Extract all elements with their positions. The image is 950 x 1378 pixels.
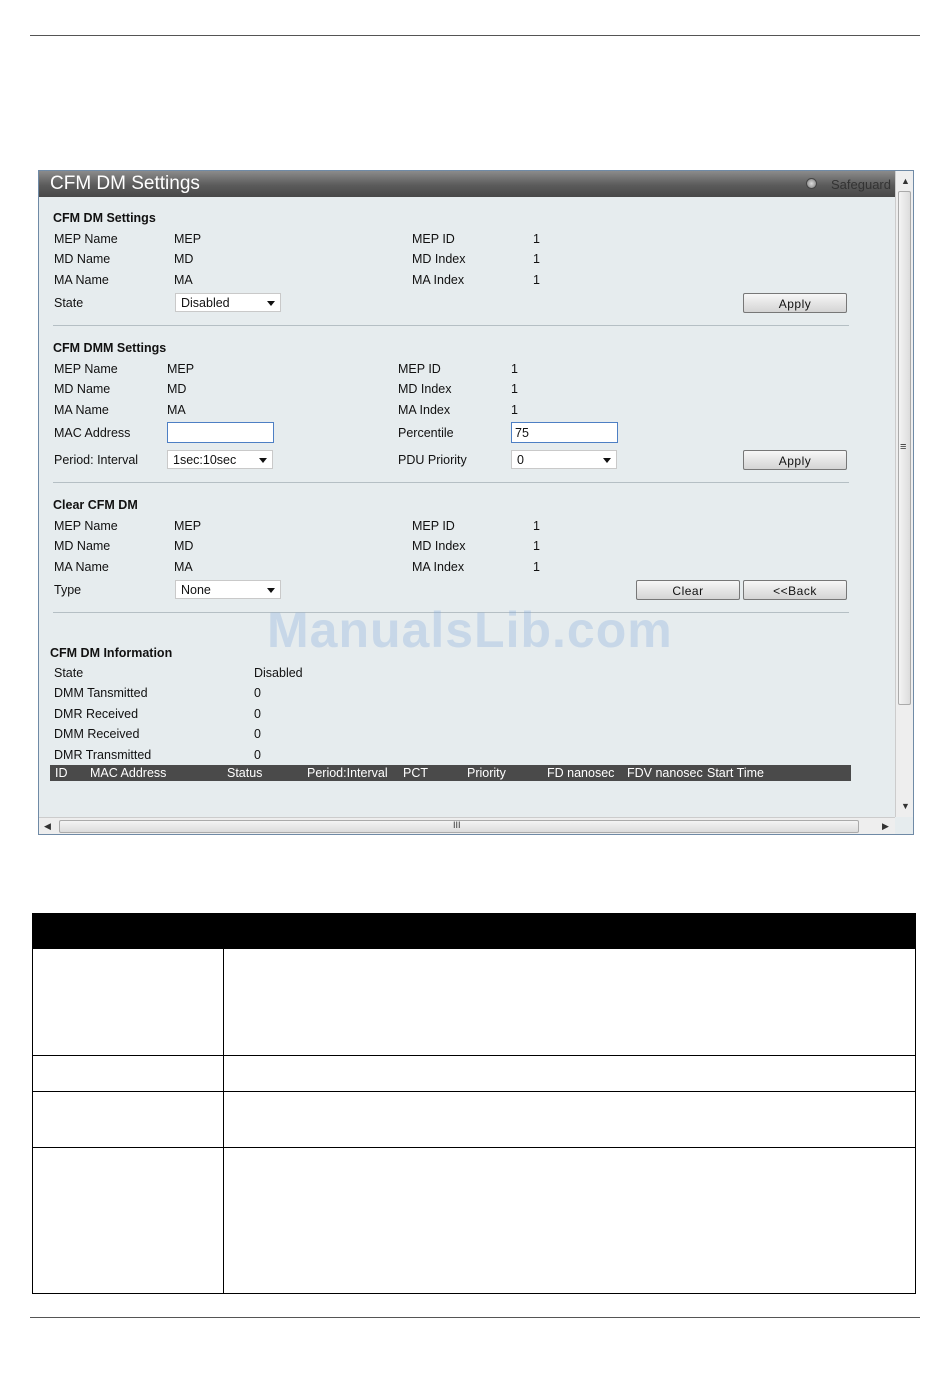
table-row: [33, 1092, 916, 1148]
bottom-rule: [30, 1317, 920, 1318]
horizontal-scrollbar[interactable]: [39, 817, 895, 835]
table-cell: [224, 949, 916, 1056]
pdu-priority-label: PDU Priority: [398, 453, 467, 467]
watermark: ManualsLib.com: [267, 602, 673, 658]
clear-mep-id-value: 1: [533, 519, 540, 533]
dm-ma-index-label: MA Index: [412, 273, 465, 287]
table-cell: [33, 949, 224, 1056]
table-header-cell: [33, 914, 224, 949]
dm-state-label: State: [54, 296, 84, 310]
vertical-scrollbar[interactable]: [895, 171, 913, 817]
clear-mep-id-label: MEP ID: [412, 519, 455, 533]
column-header-mac-address: MAC Address: [90, 766, 167, 780]
dm-state-selected: Disabled: [181, 296, 230, 310]
percentile-label: Percentile: [398, 426, 454, 440]
info-row-label: State: [54, 666, 84, 680]
dm-md-index-value: 1: [533, 252, 540, 266]
dm-settings-heading: CFM DM Settings: [53, 211, 156, 225]
table-row: [33, 1056, 916, 1092]
clear-button[interactable]: Clear: [636, 580, 740, 600]
clear-ma-index-label: MA Index: [412, 560, 465, 574]
dmm-mep-name-value: MEP: [167, 362, 195, 376]
dmm-apply-button[interactable]: Apply: [743, 450, 847, 470]
pdu-priority-select[interactable]: [511, 450, 617, 469]
column-header-priority: Priority: [467, 766, 506, 780]
safeguard-icon: [806, 178, 817, 189]
dmm-ma-name-label: MA Name: [54, 403, 109, 417]
dmm-md-name-value: MD: [167, 382, 187, 396]
mac-address-input[interactable]: [167, 422, 274, 443]
info-row-value: 0: [254, 686, 261, 700]
scroll-up-icon[interactable]: ▲: [901, 176, 910, 186]
info-heading: CFM DM Information: [50, 646, 173, 660]
dmm-ma-name-value: MA: [167, 403, 186, 417]
period-interval-select[interactable]: [167, 450, 273, 469]
table-cell: [224, 1056, 916, 1092]
dm-md-index-label: MD Index: [412, 252, 466, 266]
dmm-settings-heading: CFM DMM Settings: [53, 341, 167, 355]
info-row-label: DMR Received: [54, 707, 139, 721]
chevron-down-icon: [603, 458, 611, 463]
column-header-fdv-nanosec: FDV nanosec: [627, 766, 703, 780]
clear-md-index-value: 1: [533, 539, 540, 553]
column-header-start-time: Start Time: [707, 766, 764, 780]
dmm-mac-label: MAC Address: [54, 426, 131, 440]
dm-apply-button[interactable]: Apply: [743, 293, 847, 313]
type-label: Type: [54, 583, 82, 597]
clear-md-name-value: MD: [174, 539, 194, 553]
dmm-mep-id-value: 1: [511, 362, 518, 376]
dmm-ma-index-label: MA Index: [398, 403, 451, 417]
table-header-cell: [224, 914, 916, 949]
safeguard-label[interactable]: Safeguard: [831, 177, 891, 192]
clear-ma-name-value: MA: [174, 560, 193, 574]
pdu-priority-selected: 0: [517, 453, 524, 467]
dm-ma-name-value: MA: [174, 273, 193, 287]
percentile-input[interactable]: 75: [511, 422, 618, 443]
window-title: CFM DM Settings: [50, 173, 200, 194]
grip-icon: III: [453, 820, 461, 830]
dmm-mep-name-label: MEP Name: [54, 362, 118, 376]
column-header-period-interval: Period:Interval: [307, 766, 388, 780]
info-row-label: DMM Tansmitted: [54, 686, 148, 700]
info-row-value: 0: [254, 748, 261, 762]
dmm-period-label: Period: Interval: [54, 453, 139, 467]
dmm-md-index-label: MD Index: [398, 382, 452, 396]
dmm-ma-index-value: 1: [511, 403, 518, 417]
dm-ma-name-label: MA Name: [54, 273, 109, 287]
table-row: [33, 949, 916, 1056]
clear-dm-heading: Clear CFM DM: [53, 498, 138, 512]
back-button[interactable]: <<Back: [743, 580, 847, 600]
table-cell: [224, 1092, 916, 1148]
dmm-md-name-label: MD Name: [54, 382, 111, 396]
dm-md-name-value: MD: [174, 252, 194, 266]
dmm-md-index-value: 1: [511, 382, 518, 396]
table-cell: [224, 1148, 916, 1294]
grip-icon: ≡: [900, 441, 907, 453]
clear-mep-name-label: MEP Name: [54, 519, 118, 533]
title-bar: [39, 171, 895, 197]
type-select[interactable]: [175, 580, 281, 599]
dm-state-select[interactable]: [175, 293, 281, 312]
scroll-right-icon[interactable]: ▶: [882, 821, 889, 831]
scroll-left-icon[interactable]: ◀: [44, 821, 51, 831]
period-interval-selected: 1sec:10sec: [173, 453, 237, 467]
divider: [53, 482, 849, 483]
dm-mep-id-label: MEP ID: [412, 232, 455, 246]
type-selected: None: [181, 583, 211, 597]
table-header-row: [33, 914, 916, 949]
dm-mep-name-label: MEP Name: [54, 232, 118, 246]
info-row-value: 0: [254, 727, 261, 741]
info-row-label: DMR Transmitted: [54, 748, 152, 762]
top-rule: [30, 35, 920, 36]
column-header-fd-nanosec: FD nanosec: [547, 766, 615, 780]
parameter-description-table: [32, 913, 916, 1294]
column-header-pct: PCT: [403, 766, 428, 780]
divider: [53, 325, 849, 326]
clear-mep-name-value: MEP: [174, 519, 202, 533]
info-table-header: [50, 765, 851, 781]
clear-ma-name-label: MA Name: [54, 560, 109, 574]
table-cell: [33, 1148, 224, 1294]
table-cell: [33, 1056, 224, 1092]
chevron-down-icon: [267, 301, 275, 306]
chevron-down-icon: [259, 458, 267, 463]
clear-md-index-label: MD Index: [412, 539, 466, 553]
info-row-value: Disabled: [254, 666, 303, 680]
clear-ma-index-value: 1: [533, 560, 540, 574]
dm-ma-index-value: 1: [533, 273, 540, 287]
chevron-down-icon: [267, 588, 275, 593]
cfm-dm-settings-window: [38, 170, 914, 835]
dm-mep-id-value: 1: [533, 232, 540, 246]
table-cell: [33, 1092, 224, 1148]
info-row-label: DMM Received: [54, 727, 140, 741]
column-header-status: Status: [227, 766, 263, 780]
dmm-mep-id-label: MEP ID: [398, 362, 441, 376]
dm-md-name-label: MD Name: [54, 252, 111, 266]
dm-mep-name-value: MEP: [174, 232, 202, 246]
scroll-down-icon[interactable]: ▼: [901, 801, 910, 811]
clear-md-name-label: MD Name: [54, 539, 111, 553]
info-row-value: 0: [254, 707, 261, 721]
column-header-id: ID: [55, 766, 68, 780]
table-row: [33, 1148, 916, 1294]
